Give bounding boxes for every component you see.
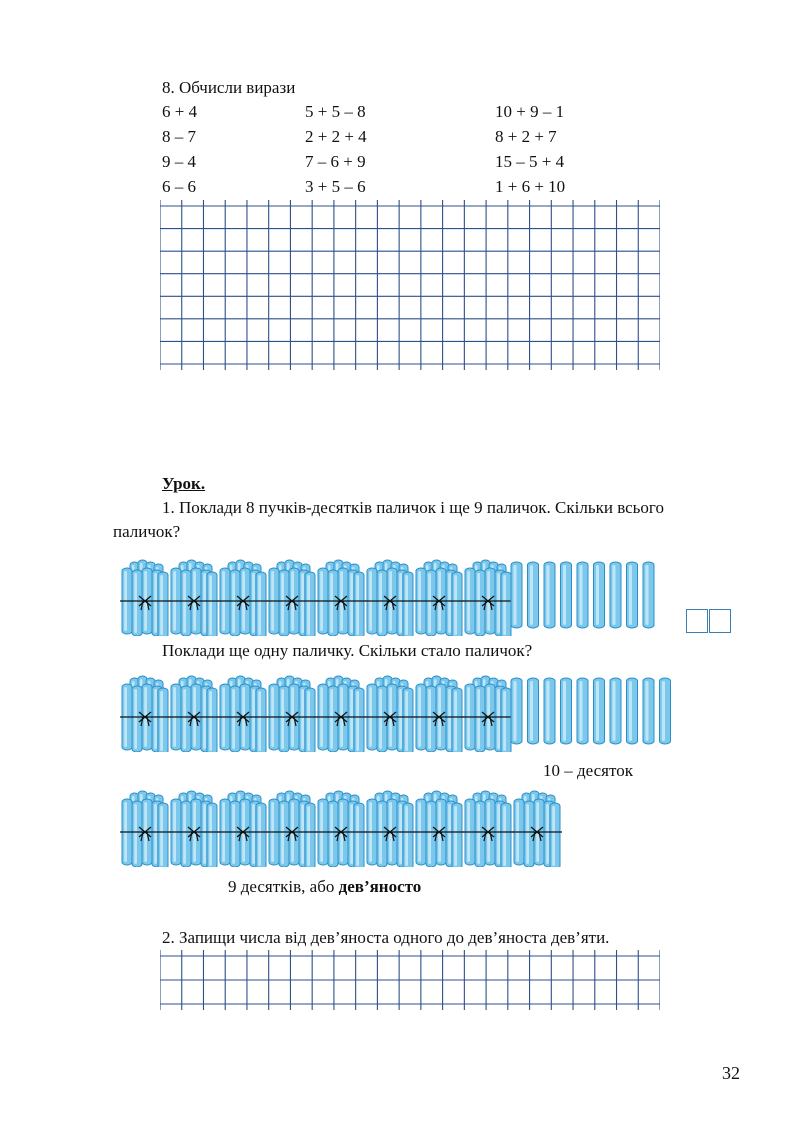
bundle-of-ten xyxy=(512,791,562,867)
stick xyxy=(594,562,605,628)
ten-label: 10 – десяток xyxy=(543,761,633,780)
bundle-of-ten xyxy=(414,560,464,636)
stick xyxy=(610,562,621,628)
stick xyxy=(403,803,413,867)
stick xyxy=(544,678,555,744)
stick xyxy=(256,688,266,752)
stick xyxy=(377,570,387,636)
lesson-title: Урок. xyxy=(162,474,206,493)
stick xyxy=(158,803,168,867)
question-add-stick: Поклади ще одну паличку. Скільки стало паличок? xyxy=(162,641,533,660)
ninety-word: дев’яносто xyxy=(338,877,422,896)
expression: 10 + 9 – 1 xyxy=(495,102,565,121)
stick xyxy=(550,803,560,867)
stick xyxy=(610,678,621,744)
stick xyxy=(627,562,638,628)
bundle-of-ten xyxy=(365,791,415,867)
expression: 9 – 4 xyxy=(162,152,196,171)
expression: 8 + 2 + 7 xyxy=(495,127,557,146)
stick xyxy=(207,803,217,867)
stick xyxy=(354,688,364,752)
stick xyxy=(452,803,462,867)
stick xyxy=(627,678,638,744)
bundle-of-ten xyxy=(463,676,513,752)
stick xyxy=(475,686,485,752)
bundle-of-ten xyxy=(218,560,268,636)
bundle-of-ten xyxy=(218,676,268,752)
stick xyxy=(305,803,315,867)
exercise-8-title: 8. Обчисли вирази xyxy=(162,78,296,97)
stick xyxy=(594,678,605,744)
stick xyxy=(328,570,338,636)
bundle-of-ten xyxy=(267,676,317,752)
stick xyxy=(501,572,511,636)
stick xyxy=(511,678,522,744)
stick xyxy=(528,562,539,628)
stick xyxy=(452,572,462,636)
stick xyxy=(475,570,485,636)
bundle-of-ten xyxy=(414,676,464,752)
stick xyxy=(256,803,266,867)
stick xyxy=(132,686,142,752)
stick xyxy=(377,686,387,752)
bundle-of-ten xyxy=(463,791,513,867)
stick xyxy=(158,572,168,636)
stick xyxy=(207,688,217,752)
stick xyxy=(643,562,654,628)
stick xyxy=(577,562,588,628)
stick xyxy=(426,801,436,867)
stick xyxy=(181,686,191,752)
expression: 3 + 5 – 6 xyxy=(305,177,366,196)
stick xyxy=(328,801,338,867)
exercise-2-title: 2. Запищи числа від дев’яноста одного до дев’яноста дев’яти. xyxy=(162,928,610,947)
stick xyxy=(279,570,289,636)
bundle-of-ten xyxy=(316,676,366,752)
writing-grid-exercise-8[interactable] xyxy=(160,200,660,370)
expression: 15 – 5 + 4 xyxy=(495,152,565,171)
stick xyxy=(577,678,588,744)
bundle-of-ten xyxy=(316,560,366,636)
expression: 8 – 7 xyxy=(162,127,196,146)
stick xyxy=(230,801,240,867)
stick xyxy=(230,570,240,636)
stick xyxy=(660,678,671,744)
stick xyxy=(354,803,364,867)
bundle-of-ten xyxy=(169,560,219,636)
expression: 1 + 6 + 10 xyxy=(495,177,566,196)
stick xyxy=(501,803,511,867)
bundle-of-ten xyxy=(267,560,317,636)
stick xyxy=(524,801,534,867)
stick xyxy=(181,570,191,636)
bundle-of-ten xyxy=(169,791,219,867)
ninety-caption xyxy=(228,876,421,898)
ninety-caption-prefix: 9 десятків, або xyxy=(228,877,339,896)
stick xyxy=(132,801,142,867)
stick xyxy=(377,801,387,867)
task-1-text-line2: паличок? xyxy=(113,522,181,541)
stick xyxy=(256,572,266,636)
stick xyxy=(354,572,364,636)
answer-box-ones[interactable] xyxy=(709,609,731,633)
stick xyxy=(452,688,462,752)
expression: 6 + 4 xyxy=(162,102,198,121)
stick xyxy=(305,688,315,752)
stick xyxy=(561,562,572,628)
answer-box-tens[interactable] xyxy=(686,609,708,633)
stick xyxy=(426,686,436,752)
expression: 7 – 6 + 9 xyxy=(305,152,366,171)
bundle-of-ten xyxy=(120,791,170,867)
bundle-of-ten xyxy=(365,560,415,636)
writing-grid-exercise-2[interactable] xyxy=(160,950,660,1010)
stick xyxy=(207,572,217,636)
bundle-of-ten xyxy=(463,560,513,636)
stick xyxy=(561,678,572,744)
stick xyxy=(328,686,338,752)
stick xyxy=(475,801,485,867)
page-number: 32 xyxy=(722,1063,740,1083)
expression: 6 – 6 xyxy=(162,177,196,196)
stick xyxy=(279,801,289,867)
stick xyxy=(501,688,511,752)
stick xyxy=(643,678,654,744)
expression: 2 + 2 + 4 xyxy=(305,127,367,146)
stick xyxy=(132,570,142,636)
bundle-of-ten xyxy=(120,560,170,636)
bundle-of-ten xyxy=(316,791,366,867)
bundle-of-ten xyxy=(218,791,268,867)
stick xyxy=(403,572,413,636)
task-1-text-line1: 1. Поклади 8 пучків-десятків паличок і ще 9 паличок. Скільки всього xyxy=(162,498,664,517)
stick xyxy=(528,678,539,744)
bundle-of-ten xyxy=(267,791,317,867)
stick xyxy=(511,562,522,628)
sticks-row-2 xyxy=(118,672,678,752)
stick xyxy=(279,686,289,752)
stick xyxy=(230,686,240,752)
stick xyxy=(305,572,315,636)
stick xyxy=(181,801,191,867)
sticks-row-3 xyxy=(118,787,568,867)
stick xyxy=(544,562,555,628)
stick xyxy=(426,570,436,636)
bundle-of-ten xyxy=(169,676,219,752)
expression: 5 + 5 – 8 xyxy=(305,102,366,121)
bundle-of-ten xyxy=(414,791,464,867)
bundle-of-ten xyxy=(120,676,170,752)
bundle-of-ten xyxy=(365,676,415,752)
sticks-row-1 xyxy=(118,556,663,636)
stick xyxy=(158,688,168,752)
stick xyxy=(403,688,413,752)
